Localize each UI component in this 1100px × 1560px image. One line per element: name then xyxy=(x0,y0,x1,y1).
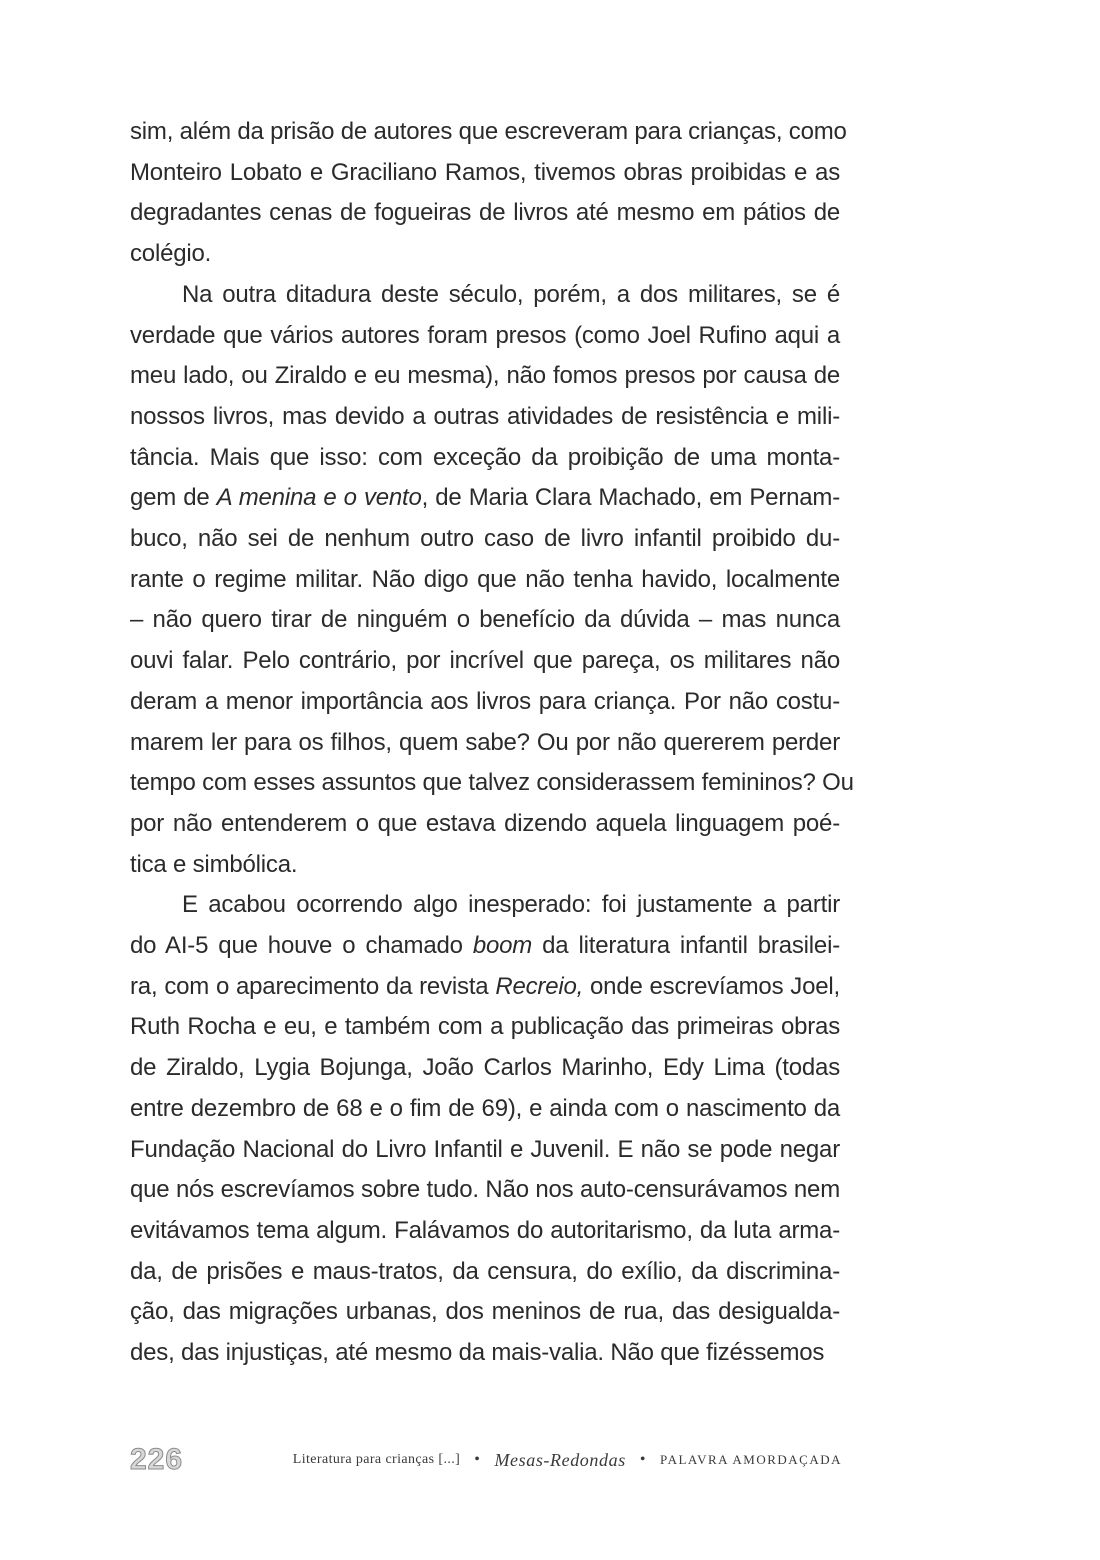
text-run: degradantes cenas de fogueiras de livros até mesmo em pátios de xyxy=(130,199,840,227)
text-line xyxy=(130,1292,840,1333)
text-line xyxy=(130,1170,840,1211)
text-line xyxy=(130,804,840,845)
text-line xyxy=(130,478,840,519)
text-run: marem ler para os filhos, quem sabe? Ou por não quererem perder xyxy=(130,728,840,756)
footer-series-title: PALAVRA AMORDAÇADA xyxy=(660,1452,842,1467)
text-line xyxy=(130,600,840,641)
text-run: gem de xyxy=(130,484,217,512)
text-line xyxy=(130,845,840,886)
text-run: ção, das migrações urbanas, dos meninos de rua, das desigualda- xyxy=(130,1298,840,1326)
text-run: tância. Mais que isso: com exceção da proibição de uma monta- xyxy=(130,443,840,471)
page-number: 226 xyxy=(130,1443,184,1476)
text-run: tica e simbólica. xyxy=(130,850,298,878)
text-line xyxy=(130,1211,840,1252)
italic-title: Recreio, xyxy=(495,972,584,1000)
text-run: verdade que vários autores foram presos (como Joel Rufino aqui a xyxy=(130,321,840,349)
text-line xyxy=(130,1333,840,1374)
text-run: E acabou ocorrendo algo inesperado: foi justamente a partir xyxy=(182,891,840,919)
text-run: entre dezembro de 68 e o fim de 69), e ainda com o nascimento da xyxy=(130,1094,840,1122)
text-run: colégio. xyxy=(130,240,212,268)
text-run: da, de prisões e maus-tratos, da censura, do exílio, da discrimina- xyxy=(130,1257,840,1285)
text-run: tempo com esses assuntos que talvez considerassem femininos? Ou xyxy=(130,769,854,797)
text-run: evitávamos tema algum. Falávamos do autoritarismo, da luta arma- xyxy=(130,1216,840,1244)
text-line xyxy=(130,153,840,194)
text-run: onde escrevíamos Joel, xyxy=(583,972,840,1000)
text-line xyxy=(130,967,840,1008)
text-line xyxy=(130,438,840,479)
footer-book-title: Literatura para crianças [...] xyxy=(292,1452,461,1467)
text-run: , de Maria Clara Machado, em Pernam- xyxy=(421,484,840,512)
text-run: deram a menor importância aos livros para criança. Por não costu- xyxy=(130,687,840,715)
text-line xyxy=(130,1089,840,1130)
text-run: des, das injustiças, até mesmo da mais-valia. Não que fizéssemos xyxy=(130,1339,825,1367)
text-run: ra, com o aparecimento da revista xyxy=(130,972,496,1000)
text-run: por não entenderem o que estava dizendo aquela linguagem poé- xyxy=(130,809,840,837)
italic-title: A menina e o vento xyxy=(216,484,422,512)
body-text xyxy=(130,112,854,1374)
text-line xyxy=(130,519,840,560)
text-run: rante o regime militar. Não digo que não tenha havido, localmente xyxy=(130,565,840,593)
running-footer xyxy=(293,1450,842,1471)
text-line xyxy=(130,316,840,357)
text-run: ouvi falar. Pelo contrário, por incrível que pareça, os militares não xyxy=(130,647,840,675)
text-run: do AI-5 que houve o chamado xyxy=(130,932,473,960)
text-run: meu lado, ou Ziraldo e eu mesma), não fomos presos por causa de xyxy=(130,362,840,390)
text-run: da literatura infantil brasilei- xyxy=(532,932,840,960)
footer-section-title: Mesas-Redondas xyxy=(494,1449,626,1470)
page-footer xyxy=(130,1440,842,1480)
text-run: que nós escrevíamos sobre tudo. Não nos auto-censurávamos nem xyxy=(130,1176,840,1204)
footer-separator: • xyxy=(639,1451,647,1468)
paragraph xyxy=(130,885,840,1373)
text-run: sim, além da prisão de autores que escreveram para crianças, como xyxy=(130,118,847,145)
footer-separator: • xyxy=(474,1451,481,1468)
text-run: Fundação Nacional do Livro Infantil e Juvenil. E não se pode negar xyxy=(130,1135,840,1163)
text-line xyxy=(130,275,840,316)
text-line xyxy=(130,1048,840,1089)
text-run: – não quero tirar de ninguém o benefício da dúvida – mas nunca xyxy=(130,606,840,634)
text-line xyxy=(130,356,840,397)
text-run: de Ziraldo, Lygia Bojunga, João Carlos Marinho, Edy Lima (todas xyxy=(130,1054,840,1082)
paragraph xyxy=(130,112,847,275)
italic-title: boom xyxy=(472,932,533,960)
text-line xyxy=(130,193,840,234)
text-line xyxy=(130,926,840,967)
text-line xyxy=(130,763,854,804)
text-line xyxy=(130,234,840,275)
text-line xyxy=(130,397,840,438)
text-line xyxy=(130,1252,840,1293)
text-line xyxy=(130,682,840,723)
text-line xyxy=(130,112,847,153)
text-run: Monteiro Lobato e Graciliano Ramos, tivemos obras proibidas e as xyxy=(130,158,840,186)
text-run: buco, não sei de nenhum outro caso de livro infantil proibido du- xyxy=(130,525,840,553)
text-run: Ruth Rocha e eu, e também com a publicação das primeiras obras xyxy=(130,1013,840,1041)
text-line xyxy=(130,641,840,682)
text-line xyxy=(130,1007,840,1048)
text-line xyxy=(130,560,840,601)
text-line xyxy=(130,885,840,926)
paragraph xyxy=(130,275,854,886)
text-run: nossos livros, mas devido a outras atividades de resistência e mili- xyxy=(130,402,840,430)
text-line xyxy=(130,723,840,764)
text-run: Na outra ditadura deste século, porém, a dos militares, se é xyxy=(182,280,840,308)
text-line xyxy=(130,1130,840,1171)
